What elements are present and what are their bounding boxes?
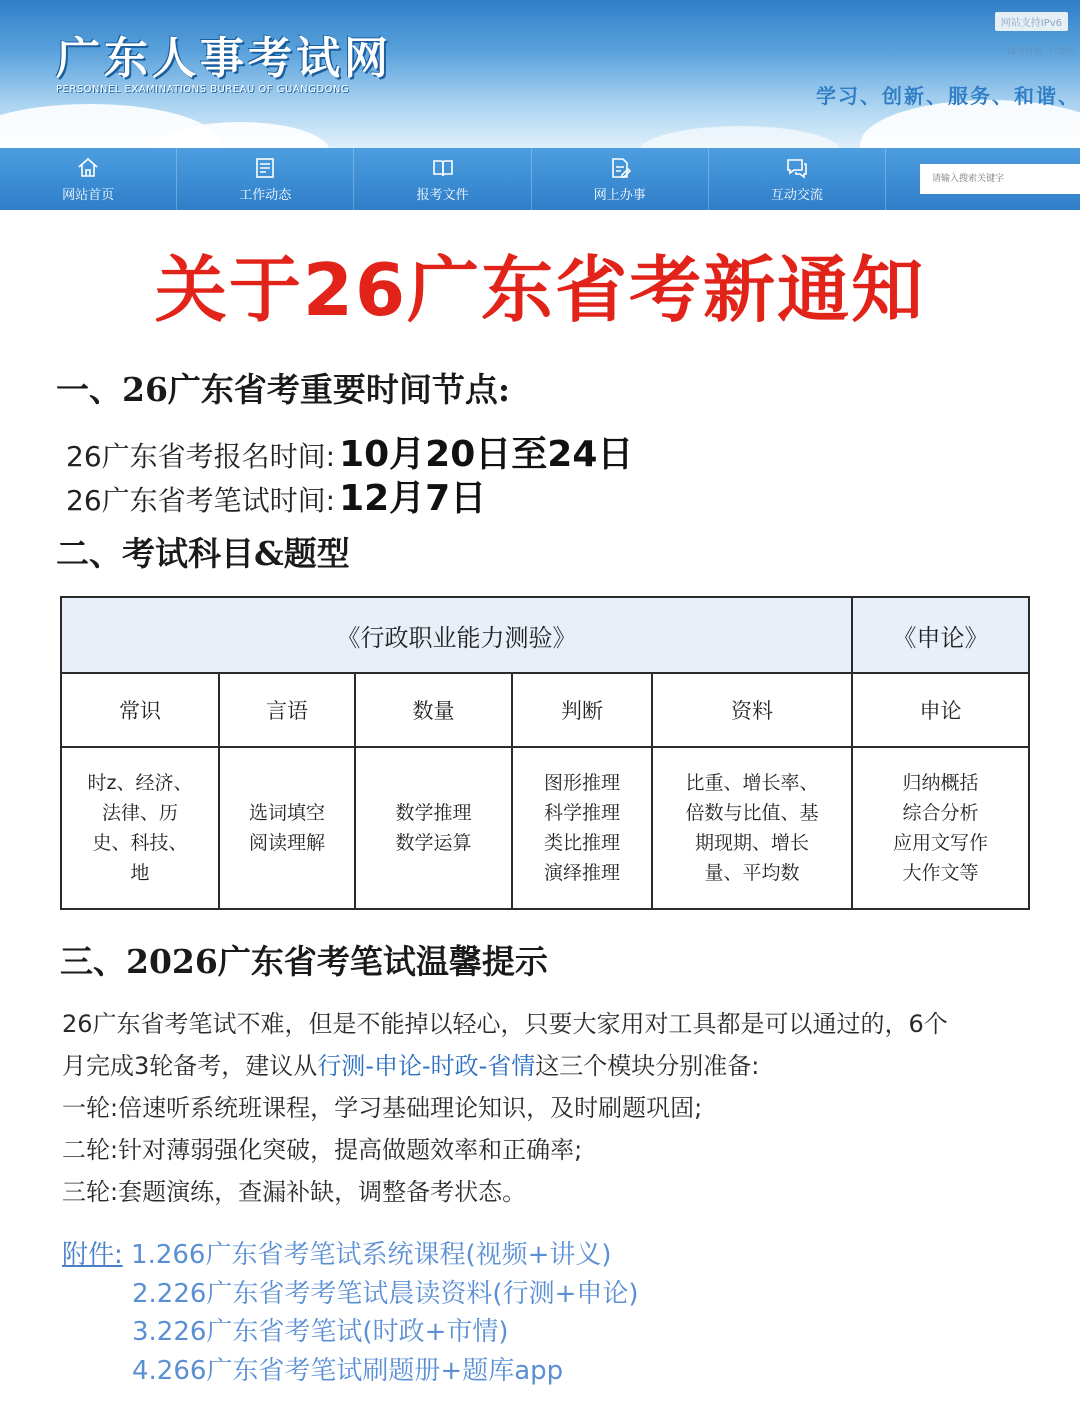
written-exam-time-row	[66, 470, 486, 521]
table-cell: 资料	[652, 673, 852, 747]
tips-text	[62, 1003, 1052, 1213]
info-value: 12月7日	[339, 478, 487, 519]
tips-line	[62, 1045, 1052, 1087]
round-three: 三轮:套题演练，查漏补缺，调整备考状态。	[62, 1178, 527, 1206]
cell-line: 类比推理	[543, 832, 620, 854]
nav-label: 报考文件	[416, 187, 469, 203]
attachments-list	[62, 1236, 639, 1390]
table-cell	[852, 747, 1029, 909]
cell-line: 综合分析	[902, 802, 979, 824]
cell-line: 应用文写作	[893, 832, 989, 854]
cell-line: 演绎推理	[543, 862, 620, 884]
site-logo-title[interactable]: 广东人事考试网	[56, 33, 392, 84]
slogan: 学习、创新、服务、和谐、	[816, 84, 1080, 108]
nav-item-interaction[interactable]	[709, 148, 886, 210]
cell-line: 数学推理	[395, 802, 472, 824]
table-row	[61, 747, 1029, 909]
attachment-item[interactable]: 2.226广东省考考笔试晨读资料(行测+申论)	[132, 1278, 639, 1309]
table-cell	[355, 747, 512, 909]
attachment-item[interactable]: 4.266广东省考笔试刷题册+题库app	[132, 1355, 564, 1386]
home-icon	[76, 156, 100, 180]
cell-line: 图形推理	[543, 772, 620, 794]
table-cell: 言语	[219, 673, 355, 747]
table-cell	[652, 747, 852, 909]
table-cell: 判断	[512, 673, 652, 747]
cell-line: 比重、增长率、	[685, 772, 819, 794]
cell-line: 期现期、增长	[695, 832, 810, 854]
cell-line: 量、平均数	[704, 862, 800, 884]
tips-line: 26广东省考笔试不难，但是不能掉以轻心，只要大家用对工具都是可以通过的，6个	[62, 1010, 948, 1038]
divider: |	[1048, 44, 1052, 54]
cell-line: 归纳概括	[902, 772, 979, 794]
add-favorite-link[interactable]: 加入	[1057, 47, 1076, 57]
table-cell: 数量	[355, 673, 512, 747]
nav-item-documents[interactable]	[354, 148, 531, 210]
search-input[interactable]	[920, 164, 1080, 194]
table-header-row	[61, 597, 1029, 673]
cell-line: 大作文等	[902, 862, 979, 884]
cell-line: 阅读理解	[248, 832, 325, 854]
ipv6-badge: 网站支持IPv6	[995, 12, 1068, 31]
info-label: 26广东省考笔试时间:	[66, 484, 336, 517]
chat-icon	[785, 156, 809, 180]
cell-line: 地	[130, 862, 150, 884]
attachments-label: 附件:	[62, 1240, 123, 1270]
round-two: 二轮:针对薄弱强化突破，提高做题效率和正确率;	[62, 1136, 583, 1164]
table-header-cell-xingce: 《行政职业能力测验》	[61, 597, 852, 673]
info-label: 26广东省考报名时间:	[66, 440, 336, 473]
attachment-item[interactable]: 3.226广东省考笔试(时政+市情)	[132, 1317, 509, 1347]
cell-line: 选词填空	[248, 802, 325, 824]
page-title: 关于26广东省考新通知	[154, 248, 926, 332]
round-one: 一轮:倍速听系统班课程，学习基础理论知识，及时刷题巩固;	[62, 1094, 703, 1122]
tips-text-segment: 这三个模块分别准备:	[535, 1052, 760, 1080]
exam-subjects-table	[60, 596, 1030, 910]
cell-line: 科学推理	[543, 802, 620, 824]
attachment-text: 1.266广东省考笔试系统课程(视频+讲义)	[131, 1240, 612, 1270]
nav-item-news[interactable]	[177, 148, 354, 210]
nav-label: 网上办事	[593, 187, 646, 203]
table-cell	[219, 747, 355, 909]
table-cell: 常识	[61, 673, 219, 747]
cell-line: 时z、经济、	[87, 772, 193, 794]
cloud-decoration	[640, 126, 840, 148]
nav-label: 工作动态	[239, 187, 292, 203]
cell-line: 数学运算	[395, 832, 472, 854]
top-links	[1007, 44, 1076, 57]
table-header-cell-shenlun: 《申论》	[852, 597, 1029, 673]
site-logo-subtitle: PERSONNEL EXAMINATIONS BUREAU OF GUANGDONG	[56, 84, 350, 95]
section-heading-subjects: 二、考试科目&题型	[56, 534, 350, 573]
cell-line: 法律、历	[101, 802, 178, 824]
table-cell	[512, 747, 652, 909]
edit-doc-icon	[608, 156, 632, 180]
nav-item-online-services[interactable]	[532, 148, 709, 210]
highlight-modules: 行测-申论-时政-省情	[317, 1052, 536, 1080]
main-nav	[0, 148, 1080, 210]
table-cell: 申论	[852, 673, 1029, 747]
nav-label: 网站首页	[62, 187, 115, 203]
header-banner	[0, 0, 1080, 148]
section-heading-tips: 三、2026广东省考笔试温馨提示	[60, 942, 548, 981]
table-row	[61, 673, 1029, 747]
set-homepage-link[interactable]: 设为首页	[1006, 47, 1043, 57]
attachment-item[interactable]	[62, 1236, 639, 1275]
cell-line: 倍数与比值、基	[685, 802, 819, 824]
nav-item-home[interactable]	[0, 148, 177, 210]
table-cell	[61, 747, 219, 909]
section-heading-timeline: 一、26广东省考重要时间节点:	[56, 370, 511, 409]
nav-label: 互动交流	[770, 187, 823, 203]
cell-line: 史、科技、	[92, 832, 188, 854]
news-icon	[253, 156, 277, 180]
book-icon	[431, 156, 455, 180]
tips-text-segment: 月完成3轮备考，建议从	[62, 1052, 318, 1080]
info-value: 10月20日至24日	[339, 434, 634, 475]
search-area	[886, 148, 1080, 210]
